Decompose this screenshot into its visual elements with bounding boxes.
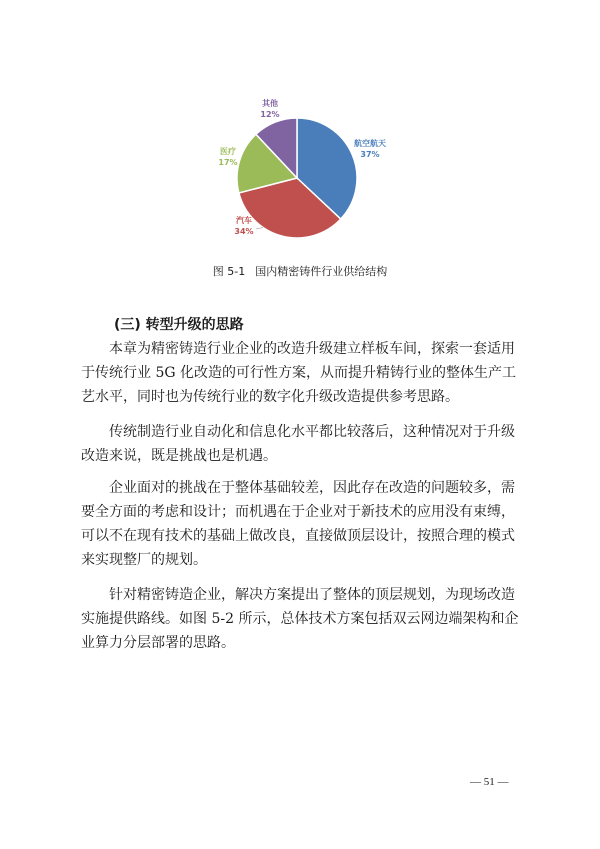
figure-title: 国内精密铸件行业供给结构 bbox=[255, 265, 388, 278]
text-line: 业算力分层部署的思路。 bbox=[81, 635, 235, 651]
text-line: 可以不在现有技术的基础上做改良，直接做顶层设计，按照合理的模式 bbox=[81, 528, 515, 544]
text-line: 针对精密铸造企业，解决方案提出了整体的顶层规划，为现场改造 bbox=[109, 587, 515, 603]
slice-label: 其他 bbox=[262, 99, 278, 108]
text-line: 企业面对的挑战在于整体基础较差，因此存在改造的问题较多，需 bbox=[109, 480, 515, 496]
text-line: 传统制造行业自动化和信息化水平都比较落后，这种情况对于升级 bbox=[109, 424, 515, 440]
section-heading: (三) 转型升级的思路 bbox=[114, 317, 244, 333]
text-line: 本章为精密铸造行业企业的改造升级建立样板车间，探索一套适用 bbox=[109, 341, 515, 357]
figure-caption bbox=[0, 263, 600, 279]
slice-value-label: 37% bbox=[360, 150, 380, 159]
figure-number: 图 5-1 bbox=[212, 265, 246, 278]
paragraph-4 bbox=[81, 583, 521, 655]
slice-value-label: 17% bbox=[218, 158, 238, 167]
text-line: 艺水平，同时也为传统行业的数字化升级改造提供参考思路。 bbox=[81, 389, 459, 405]
text-line: 来实现整厂的规划。 bbox=[81, 552, 207, 568]
slice-label: 汽车 bbox=[236, 216, 252, 225]
paragraph-3 bbox=[81, 476, 521, 572]
text-line: 要全方面的考虑和设计；而机遇在于企业对于新技术的应用没有束缚， bbox=[81, 504, 515, 520]
slice-value-label: 34% bbox=[234, 227, 254, 236]
text-line: 改造来说，既是挑战也是机遇。 bbox=[81, 448, 277, 464]
pie-chart bbox=[0, 0, 600, 260]
text-line: 实施提供路线。如图 5-2 所示，总体技术方案包括双云网边端架构和企 bbox=[81, 611, 519, 627]
paragraph-1 bbox=[81, 337, 521, 409]
page-number: — 51 — bbox=[470, 776, 509, 788]
slice-label: 医疗 bbox=[220, 147, 236, 156]
text-line: 于传统行业 5G 化改造的可行性方案，从而提升精铸行业的整体生产工 bbox=[81, 365, 516, 381]
slice-value-label: 12% bbox=[260, 110, 280, 119]
slice-label: 航空航天 bbox=[354, 139, 386, 148]
leader-line bbox=[256, 227, 263, 229]
paragraph-2 bbox=[81, 420, 521, 468]
